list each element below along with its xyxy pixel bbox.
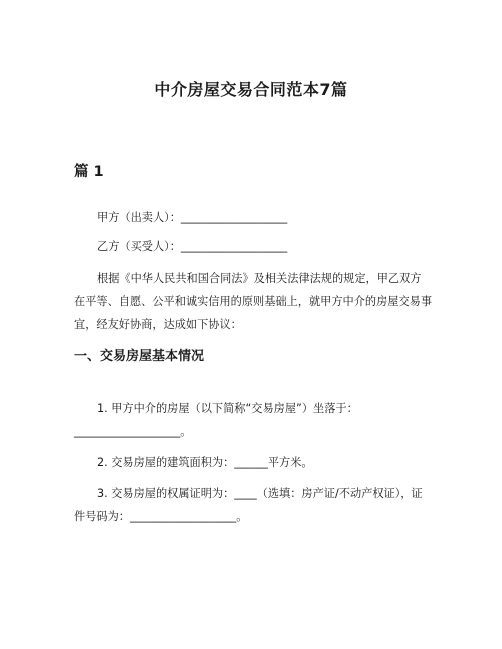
party-b-line: 乙方（买受人）：___________________ bbox=[97, 240, 288, 253]
clause-3: 3. 交易房屋的权属证明为：____（选填：房产证/不动产权证），证件号码为：___________________。 bbox=[74, 487, 423, 523]
intro-paragraph: 根据《中华人民共和国合同法》及相关法律法规的规定，甲乙双方在平等、自愿、公平和诚实信用的原则基础上，就甲方中介的房屋交易事宜，经友好协商，达成如下协议： bbox=[74, 272, 433, 331]
section-title: 篇 1 bbox=[74, 164, 104, 180]
party-a-line: 甲方（出卖人）：___________________ bbox=[97, 211, 288, 224]
basic-info-heading: 一、交易房屋基本情况 bbox=[74, 349, 205, 364]
clause-2: 2. 交易房屋的建筑面积为：______平方米。 bbox=[97, 456, 313, 469]
clause-1: 1. 甲方中介的房屋（以下简称“交易房屋”）坐落于：___________________。 bbox=[74, 402, 358, 438]
document-title: 中介房屋交易合同范本7篇 bbox=[154, 80, 348, 99]
